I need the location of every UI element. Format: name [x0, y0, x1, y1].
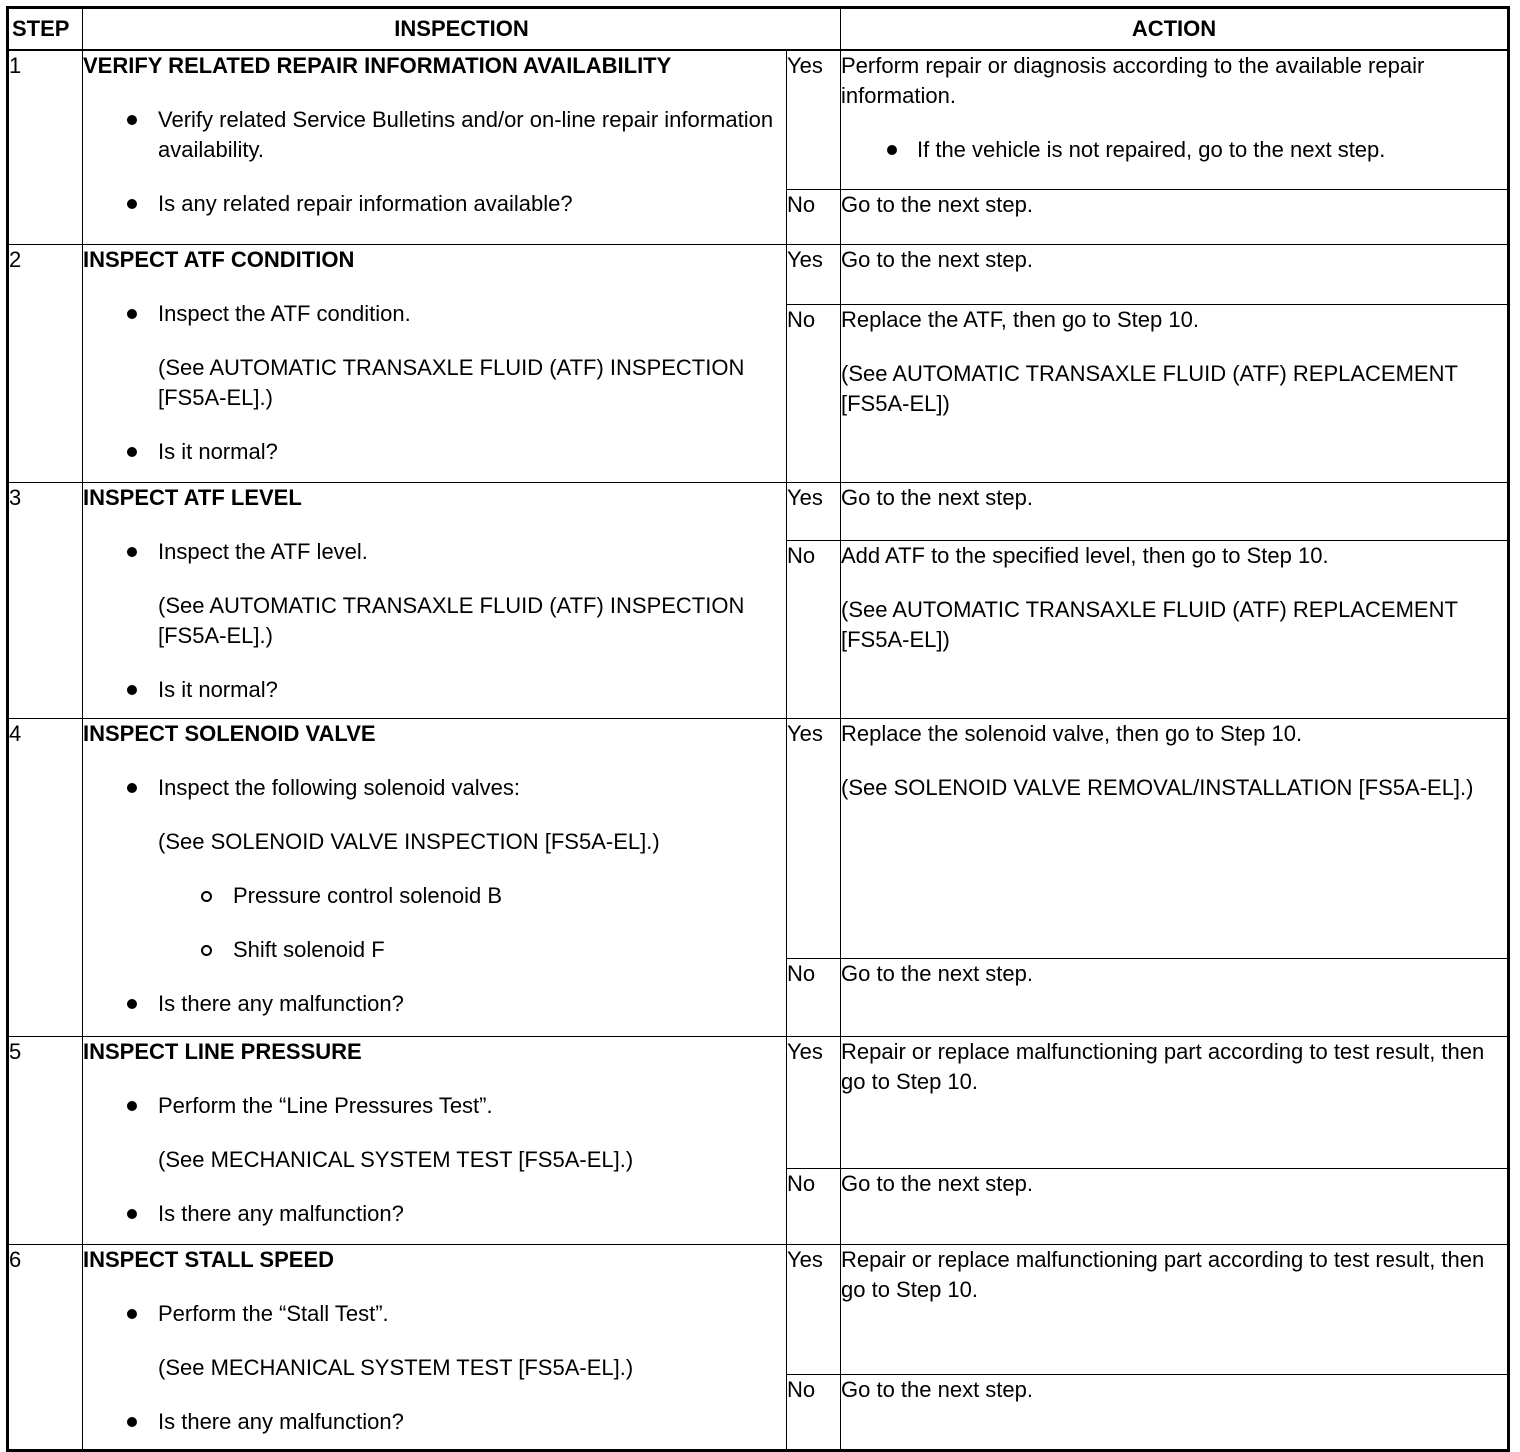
no-action-cell — [841, 959, 1509, 1037]
inspection-reference: (See MECHANICAL SYSTEM TEST [FS5A-EL].) — [158, 1355, 634, 1380]
inspection-reference: (See AUTOMATIC TRANSAXLE FLUID (ATF) INSPECTION [FS5A-EL].) — [158, 355, 745, 410]
step-number: 6 — [8, 1245, 83, 1451]
action-text: Go to the next step. — [841, 192, 1034, 217]
action-text: Repair or replace malfunctioning part according to test result, then go to Step 10. — [841, 1247, 1485, 1302]
yes-action-cell — [841, 245, 1509, 305]
inspection-cell — [83, 245, 787, 483]
no-action-cell — [841, 190, 1509, 245]
step-6-yes-row — [8, 1245, 1509, 1375]
inspection-cell — [83, 1245, 787, 1451]
action-reference: (See AUTOMATIC TRANSAXLE FLUID (ATF) REPLACEMENT [FS5A-EL]) — [841, 597, 1458, 652]
action-text: Go to the next step. — [841, 247, 1034, 272]
step-3-yes-row — [8, 483, 1509, 541]
header-action: ACTION — [841, 8, 1509, 51]
inspection-cell — [83, 50, 787, 245]
header-row — [8, 8, 1509, 51]
step-4-yes-row — [8, 719, 1509, 959]
action-reference: (See SOLENOID VALVE REMOVAL/INSTALLATION [FS5A-EL].) — [841, 775, 1474, 800]
yes-label: Yes — [787, 719, 841, 959]
step-1-yes-row — [8, 50, 1509, 190]
step-number: 5 — [8, 1037, 83, 1245]
step-title: INSPECT LINE PRESSURE — [83, 1039, 362, 1064]
inspection-question: Is it normal? — [83, 437, 786, 467]
no-label: No — [787, 190, 841, 245]
inspection-cell — [83, 1037, 787, 1245]
inspection-reference: (See AUTOMATIC TRANSAXLE FLUID (ATF) INSPECTION [FS5A-EL].) — [158, 593, 745, 648]
action-bullet: If the vehicle is not repaired, go to the next step. — [841, 135, 1507, 165]
inspection-question: Is there any malfunction? — [83, 1407, 786, 1437]
no-label: No — [787, 1169, 841, 1245]
yes-action-cell — [841, 1037, 1509, 1169]
inspection-bullet: Inspect the ATF condition. — [83, 299, 786, 329]
diagnostic-procedure-table — [6, 6, 1510, 1452]
action-reference: (See AUTOMATIC TRANSAXLE FLUID (ATF) REPLACEMENT [FS5A-EL]) — [841, 361, 1458, 416]
yes-label: Yes — [787, 50, 841, 190]
yes-label: Yes — [787, 483, 841, 541]
step-title: INSPECT ATF LEVEL — [83, 485, 302, 510]
no-action-cell — [841, 1169, 1509, 1245]
step-number: 1 — [8, 50, 83, 245]
inspection-reference: (See MECHANICAL SYSTEM TEST [FS5A-EL].) — [158, 1147, 634, 1172]
step-title: VERIFY RELATED REPAIR INFORMATION AVAILABILITY — [83, 53, 672, 78]
action-text: Go to the next step. — [841, 961, 1034, 986]
inspection-question: Is any related repair information available? — [83, 189, 786, 219]
no-label: No — [787, 959, 841, 1037]
no-label: No — [787, 541, 841, 719]
step-title: INSPECT ATF CONDITION — [83, 247, 355, 272]
action-text: Replace the ATF, then go to Step 10. — [841, 307, 1199, 332]
step-title: INSPECT SOLENOID VALVE — [83, 721, 376, 746]
inspection-bullet: Perform the “Stall Test”. — [83, 1299, 786, 1329]
step-number: 2 — [8, 245, 83, 483]
step-title: INSPECT STALL SPEED — [83, 1247, 335, 1272]
action-text: Add ATF to the specified level, then go to Step 10. — [841, 543, 1329, 568]
action-text: Perform repair or diagnosis according to the available repair information. — [841, 53, 1425, 108]
no-action-cell — [841, 305, 1509, 483]
sub-item: Pressure control solenoid B — [83, 881, 786, 911]
yes-label: Yes — [787, 1245, 841, 1375]
inspection-bullet: Inspect the ATF level. — [83, 537, 786, 567]
yes-action-cell — [841, 1245, 1509, 1375]
inspection-bullet: Inspect the following solenoid valves: — [83, 773, 786, 803]
inspection-reference: (See SOLENOID VALVE INSPECTION [FS5A-EL].) — [158, 829, 660, 854]
inspection-cell — [83, 719, 787, 1037]
step-5-yes-row — [8, 1037, 1509, 1169]
header-inspection: INSPECTION — [83, 8, 841, 51]
action-text: Replace the solenoid valve, then go to Step 10. — [841, 721, 1303, 746]
yes-action-cell — [841, 50, 1509, 190]
step-number: 3 — [8, 483, 83, 719]
step-number: 4 — [8, 719, 83, 1037]
action-text: Go to the next step. — [841, 1377, 1034, 1402]
inspection-question: Is there any malfunction? — [83, 989, 786, 1019]
sub-item: Shift solenoid F — [83, 935, 786, 965]
inspection-question: Is it normal? — [83, 675, 786, 705]
no-action-cell — [841, 1375, 1509, 1451]
no-label: No — [787, 305, 841, 483]
no-label: No — [787, 1375, 841, 1451]
yes-label: Yes — [787, 245, 841, 305]
yes-label: Yes — [787, 1037, 841, 1169]
inspection-bullet: Perform the “Line Pressures Test”. — [83, 1091, 786, 1121]
action-text: Go to the next step. — [841, 1171, 1034, 1196]
header-step: STEP — [8, 8, 83, 51]
action-text: Repair or replace malfunctioning part according to test result, then go to Step 10. — [841, 1039, 1485, 1094]
yes-action-cell — [841, 719, 1509, 959]
yes-action-cell — [841, 483, 1509, 541]
no-action-cell — [841, 541, 1509, 719]
inspection-cell — [83, 483, 787, 719]
inspection-bullet: Verify related Service Bulletins and/or on-line repair information availability. — [83, 105, 786, 165]
action-text: Go to the next step. — [841, 485, 1034, 510]
inspection-question: Is there any malfunction? — [83, 1199, 786, 1229]
step-2-yes-row — [8, 245, 1509, 305]
